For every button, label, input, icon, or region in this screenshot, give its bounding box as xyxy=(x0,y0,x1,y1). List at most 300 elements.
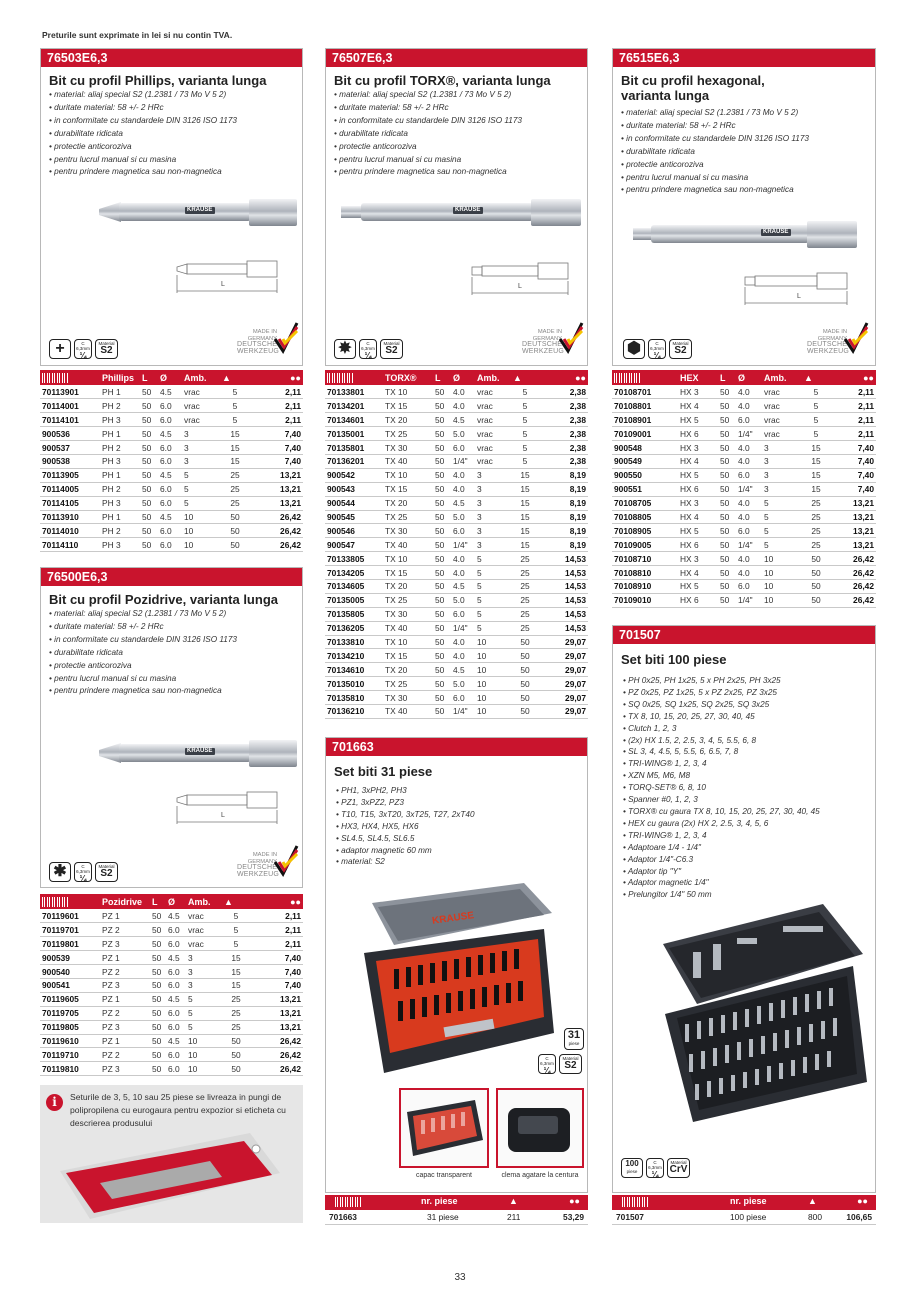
diameter-cell: 6.0 xyxy=(451,607,475,621)
profile-cell: HX 5 xyxy=(678,579,718,593)
table-row xyxy=(40,468,303,482)
table-row xyxy=(325,413,588,427)
price-cell: 14,53 xyxy=(539,593,588,607)
price-cell: 8,19 xyxy=(539,524,588,538)
coins-icon: ●● xyxy=(250,894,303,909)
set-item: • TORQ-SET® 6, 8, 10 xyxy=(623,782,865,794)
diameter-cell: 4.0 xyxy=(736,552,762,566)
technical-drawing xyxy=(169,790,301,830)
length-cell: 50 xyxy=(433,524,451,538)
diameter-cell: 6.0 xyxy=(158,524,182,538)
barcode-icon xyxy=(335,1197,361,1207)
barcode-icon xyxy=(612,370,678,385)
profile-cell: PH 1 xyxy=(100,468,140,482)
case-photo xyxy=(653,904,871,1124)
profile-cell: HX 6 xyxy=(678,427,718,441)
package-cell: 3 xyxy=(475,482,511,496)
table-row xyxy=(612,385,876,399)
package-cell: 10 xyxy=(762,579,802,593)
product-code-cell: 70113910 xyxy=(40,510,100,524)
length-cell: 50 xyxy=(433,454,451,468)
product-code-cell: 70135805 xyxy=(325,607,383,621)
product-code-cell: 70109010 xyxy=(612,593,678,607)
stock-cell: 800 xyxy=(808,1212,822,1222)
product-card-torx xyxy=(325,48,588,366)
qty-cell: 5 xyxy=(511,454,539,468)
profile-cell: HX 3 xyxy=(678,552,718,566)
table-row xyxy=(40,524,303,538)
package-cell: 3 xyxy=(762,454,802,468)
qty-cell: 25 xyxy=(511,621,539,635)
price-cell: 2,11 xyxy=(250,399,303,413)
price-cell: 7,40 xyxy=(250,427,303,441)
set-item: • XZN M5, M6, M8 xyxy=(623,770,865,782)
col-package: Amb. xyxy=(475,370,511,385)
qty-cell: 25 xyxy=(802,538,830,552)
feature-item: • pentru prindere magnetica sau non-magnetica xyxy=(49,166,294,179)
diameter-cell: 6.0 xyxy=(166,1020,186,1034)
price-cell: 13,21 xyxy=(830,538,876,552)
coins-icon: ●● xyxy=(857,1196,868,1206)
length-cell: 50 xyxy=(433,649,451,663)
diameter-cell: 4.0 xyxy=(736,399,762,413)
technical-drawing xyxy=(466,261,586,301)
profile-cell: TX 30 xyxy=(383,691,433,705)
package-cell: 3 xyxy=(475,524,511,538)
length-cell: 50 xyxy=(718,482,736,496)
qty-cell: 15 xyxy=(220,427,250,441)
diameter-cell: 4.5 xyxy=(158,427,182,441)
diameter-cell: 4.0 xyxy=(451,385,475,399)
profile-cell: PZ 1 xyxy=(100,1034,150,1048)
product-code-cell: 70119705 xyxy=(40,1006,100,1020)
set-item: • Prelungitor 1/4" 50 mm xyxy=(623,889,865,901)
product-code-cell: 70114101 xyxy=(40,413,100,427)
qty-cell: 5 xyxy=(802,385,830,399)
plus-icon: + xyxy=(49,339,71,359)
table-row xyxy=(612,510,876,524)
feature-item: • material: aliaj special S2 (1.2381 / 73 Mo V 5 2) xyxy=(49,608,294,621)
qty-cell: 15 xyxy=(511,510,539,524)
package-cell: vrac xyxy=(475,399,511,413)
diameter-cell: 6.0 xyxy=(158,441,182,455)
set-item: • T10, T15, 3xT20, 3xT25, T27, 2xT40 xyxy=(336,809,577,821)
table-row xyxy=(612,593,876,607)
price-cell: 13,21 xyxy=(830,524,876,538)
qty-cell: 50 xyxy=(511,635,539,649)
length-cell: 50 xyxy=(433,607,451,621)
package-cell: 5 xyxy=(182,482,220,496)
profile-cell: TX 30 xyxy=(383,441,433,455)
table-row xyxy=(325,496,588,510)
price-cell: 14,53 xyxy=(539,552,588,566)
price-cell: 53,29 xyxy=(563,1212,584,1222)
table-row xyxy=(325,593,588,607)
length-cell: 50 xyxy=(150,1020,166,1034)
table-row xyxy=(40,510,303,524)
product-code-cell: 900549 xyxy=(612,454,678,468)
diameter-cell: 4.0 xyxy=(736,454,762,468)
table-row xyxy=(612,399,876,413)
qty-cell: 25 xyxy=(802,510,830,524)
price-cell: 13,21 xyxy=(250,1006,303,1020)
diameter-cell: 6.0 xyxy=(158,482,182,496)
diameter-cell: 6.0 xyxy=(736,524,762,538)
material-badge: Material S2 xyxy=(669,339,692,359)
qty-cell: 50 xyxy=(222,1034,250,1048)
profile-cell: PZ 1 xyxy=(100,951,150,965)
qty-cell: 50 xyxy=(511,649,539,663)
package-cell: 10 xyxy=(762,552,802,566)
package-cell: 10 xyxy=(182,524,220,538)
price-cell: 2,38 xyxy=(539,399,588,413)
product-code-cell: 900540 xyxy=(40,965,100,979)
qty-cell: 15 xyxy=(220,454,250,468)
table-row xyxy=(325,468,588,482)
bit-photo xyxy=(99,195,299,231)
qty-cell: 50 xyxy=(511,704,539,718)
table-row xyxy=(40,427,303,441)
feature-list xyxy=(326,89,587,179)
product-code-cell: 900543 xyxy=(325,482,383,496)
profile-cell: PZ 3 xyxy=(100,1020,150,1034)
qty-cell: 50 xyxy=(802,552,830,566)
qty-cell: 5 xyxy=(220,385,250,399)
qty-cell: 50 xyxy=(220,538,250,552)
product-code: 76503E6,3 xyxy=(41,49,302,67)
set-item: • HX3, HX4, HX5, HX6 xyxy=(336,821,577,833)
qty-cell: 5 xyxy=(511,441,539,455)
diameter-cell: 5.0 xyxy=(451,677,475,691)
profile-cell: TX 10 xyxy=(383,635,433,649)
product-code-cell: 70133810 xyxy=(325,635,383,649)
pozidrive-icon: ✱ xyxy=(49,862,71,882)
diameter-cell: 4.5 xyxy=(166,909,186,923)
diameter-cell: 1/4" xyxy=(736,538,762,552)
col-diameter: Ø xyxy=(451,370,475,385)
product-code-cell: 900544 xyxy=(325,496,383,510)
qty-cell: 50 xyxy=(220,524,250,538)
package-cell: vrac xyxy=(475,454,511,468)
product-card-hex xyxy=(612,48,876,366)
profile-cell: TX 25 xyxy=(383,427,433,441)
length-cell: 50 xyxy=(433,663,451,677)
feature-item: • pentru lucrul manual si cu masina xyxy=(49,154,294,167)
price-cell: 13,21 xyxy=(830,496,876,510)
table-row xyxy=(612,524,876,538)
bit-photo xyxy=(99,736,299,772)
col-diameter: Ø xyxy=(158,370,182,385)
set-item: • SL 3, 4, 4.5, 5, 5.5, 6, 6.5, 7, 8 xyxy=(623,746,865,758)
feature-item: • duritate material: 58 +/- 2 HRc xyxy=(49,102,294,115)
profile-cell: PH 1 xyxy=(100,427,140,441)
product-code-cell: 900541 xyxy=(40,978,100,992)
profile-cell: TX 15 xyxy=(383,399,433,413)
package-cell: 5 xyxy=(475,552,511,566)
price-cell: 26,42 xyxy=(250,524,303,538)
profile-cell: PH 2 xyxy=(100,482,140,496)
product-code-cell: 70119605 xyxy=(40,992,100,1006)
pieces-badge: 31 piese xyxy=(564,1028,584,1050)
profile-cell: TX 15 xyxy=(383,566,433,580)
diameter-cell: 4.0 xyxy=(736,510,762,524)
length-cell: 50 xyxy=(433,538,451,552)
price-cell: 8,19 xyxy=(539,510,588,524)
price-cell: 2,38 xyxy=(539,427,588,441)
product-code-cell: 70114110 xyxy=(40,538,100,552)
profile-cell: PH 1 xyxy=(100,510,140,524)
feature-item: • pentru prindere magnetica sau non-magnetica xyxy=(49,685,294,698)
bag-icon: ▲ xyxy=(222,894,250,909)
package-cell: vrac xyxy=(182,399,220,413)
qty-cell: 15 xyxy=(511,524,539,538)
price-cell: 29,07 xyxy=(539,663,588,677)
table-row xyxy=(612,413,876,427)
diameter-cell: 4.5 xyxy=(158,385,182,399)
table-row xyxy=(325,704,588,718)
profile-cell: PH 3 xyxy=(100,538,140,552)
col-package: Amb. xyxy=(186,894,222,909)
case-logo: KRAUSE xyxy=(431,910,475,927)
package-cell: 3 xyxy=(762,441,802,455)
price-cell: 2,11 xyxy=(250,385,303,399)
length-cell: 50 xyxy=(150,909,166,923)
length-cell: 50 xyxy=(140,427,158,441)
table-row xyxy=(325,510,588,524)
product-card-set100 xyxy=(612,625,876,1193)
price-row-set100 xyxy=(612,1211,876,1225)
hexagon-icon: ⬢ xyxy=(623,339,645,359)
product-code-cell: 900545 xyxy=(325,510,383,524)
feature-item: • duritate material: 58 +/- 2 HRc xyxy=(621,120,867,133)
feature-item: • durabilitate ridicata xyxy=(621,146,867,159)
qty-cell: 15 xyxy=(222,978,250,992)
price-table-hex xyxy=(612,370,876,608)
price-cell: 2,11 xyxy=(830,385,876,399)
feature-item: • duritate material: 58 +/- 2 HRc xyxy=(334,102,579,115)
diameter-cell: 4.5 xyxy=(166,951,186,965)
diameter-cell: 4.0 xyxy=(451,635,475,649)
length-cell: 50 xyxy=(140,524,158,538)
feature-item: • material: aliaj special S2 (1.2381 / 73 Mo V 5 2) xyxy=(621,107,867,120)
price-cell: 2,11 xyxy=(250,413,303,427)
bit-logo: KRAUSE xyxy=(187,207,213,213)
price-cell: 26,42 xyxy=(830,566,876,580)
table-row xyxy=(40,413,303,427)
table-row xyxy=(40,923,303,937)
price-cell: 26,42 xyxy=(830,552,876,566)
bag-photo xyxy=(60,1133,280,1219)
qty-cell: 50 xyxy=(511,677,539,691)
feature-item: • in conformitate cu standardele DIN 3126 ISO 1173 xyxy=(621,133,867,146)
diameter-cell: 4.0 xyxy=(736,385,762,399)
diameter-cell: 6.0 xyxy=(166,965,186,979)
table-row xyxy=(325,649,588,663)
length-cell: 50 xyxy=(718,510,736,524)
table-row xyxy=(40,385,303,399)
product-code: 701507 xyxy=(613,626,875,644)
coins-icon: ●● xyxy=(250,370,303,385)
package-cell: 10 xyxy=(762,566,802,580)
set-item: • Adaptoare 1/4 - 1/4" xyxy=(623,842,865,854)
diameter-cell: 4.5 xyxy=(158,510,182,524)
table-row xyxy=(325,677,588,691)
product-code-cell: 701663 xyxy=(329,1212,357,1222)
diameter-cell: 6.0 xyxy=(166,978,186,992)
caption-transparent-lid: capac transparent xyxy=(415,1172,473,1179)
feature-list xyxy=(41,608,302,698)
package-cell: 5 xyxy=(762,538,802,552)
hex-size-badge: C 6,3mm ¼ xyxy=(74,339,92,359)
feature-item: • protectie anticoroziva xyxy=(334,141,579,154)
profile-cell: HX 4 xyxy=(678,454,718,468)
table-row xyxy=(325,635,588,649)
qty-cell: 5 xyxy=(802,413,830,427)
bag-icon: ▲ xyxy=(509,1196,518,1206)
table-row xyxy=(40,937,303,951)
profile-cell: TX 10 xyxy=(383,552,433,566)
case-photo xyxy=(354,883,559,1078)
package-cell: 3 xyxy=(475,468,511,482)
product-code-cell: 70136205 xyxy=(325,621,383,635)
package-cell: 5 xyxy=(475,566,511,580)
feature-item: • in conformitate cu standardele DIN 3126 ISO 1173 xyxy=(334,115,579,128)
profile-cell: PH 1 xyxy=(100,385,140,399)
set-item: • SQ 0x25, SQ 1x25, SQ 2x25, SQ 3x25 xyxy=(623,699,865,711)
package-cell: 3 xyxy=(186,965,222,979)
product-code: 701663 xyxy=(326,738,587,756)
col-profile: Pozidrive xyxy=(100,894,150,909)
qty-cell: 5 xyxy=(222,937,250,951)
package-cell: 5 xyxy=(762,510,802,524)
product-code-cell: 70135010 xyxy=(325,677,383,691)
col-length: L xyxy=(140,370,158,385)
col-length: L xyxy=(718,370,736,385)
product-code-cell: 70108901 xyxy=(612,413,678,427)
set-item: • PH1, 3xPH2, PH3 xyxy=(336,785,577,797)
qty-cell: 15 xyxy=(511,482,539,496)
set-item: • TX 8, 10, 15, 20, 25, 27, 30, 40, 45 xyxy=(623,711,865,723)
transparent-lid-photo xyxy=(399,1088,489,1168)
qty-cell: 25 xyxy=(802,496,830,510)
product-code-cell: 70108910 xyxy=(612,579,678,593)
diameter-cell: 4.5 xyxy=(451,663,475,677)
qty-cell: 5 xyxy=(222,909,250,923)
price-cell: 26,42 xyxy=(250,510,303,524)
qty-cell: 5 xyxy=(220,399,250,413)
hex-size-badge: C 6,3mm ¼ xyxy=(538,1054,556,1074)
product-code-cell: 70135005 xyxy=(325,593,383,607)
diameter-cell: 6.0 xyxy=(166,1062,186,1076)
qty-cell: 5 xyxy=(220,413,250,427)
product-code-cell: 70108805 xyxy=(612,510,678,524)
diameter-cell: 6.0 xyxy=(158,399,182,413)
packaging-info-text: Seturile de 3, 5, 10 sau 25 piese se livreaza in pungi de polipropilena cu eurogaura pentru expozior si eticheta cu descrierea produsului xyxy=(70,1092,286,1128)
diameter-cell: 4.5 xyxy=(451,579,475,593)
profile-cell: PZ 3 xyxy=(100,937,150,951)
product-code-cell: 900550 xyxy=(612,468,678,482)
packaging-info-box xyxy=(40,1085,303,1223)
profile-cell: HX 5 xyxy=(678,413,718,427)
qty-cell: 5 xyxy=(511,399,539,413)
profile-cell: HX 5 xyxy=(678,468,718,482)
set-item: • PZ 0x25, PZ 1x25, 5 x PZ 2x25, PZ 3x25 xyxy=(623,687,865,699)
price-cell: 26,42 xyxy=(250,1048,303,1062)
set-item: • HEX cu gaura (2x) HX 2, 2.5, 3, 4, 5, 6 xyxy=(623,818,865,830)
product-code-cell: 70119801 xyxy=(40,937,100,951)
length-cell: 50 xyxy=(718,496,736,510)
price-cell: 29,07 xyxy=(539,677,588,691)
qty-cell: 15 xyxy=(222,951,250,965)
price-cell: 29,07 xyxy=(539,691,588,705)
set-item: • adaptor magnetic 60 mm xyxy=(336,845,577,857)
profile-cell: PZ 3 xyxy=(100,1062,150,1076)
qty-cell: 50 xyxy=(802,566,830,580)
caption-belt-clip: clema agatare la centura xyxy=(501,1172,579,1179)
qty-cell: 50 xyxy=(511,663,539,677)
length-cell: 50 xyxy=(433,441,451,455)
set-item: • SL4.5, SL4.5, SL6.5 xyxy=(336,833,577,845)
product-card-pozidrive xyxy=(40,567,303,888)
package-cell: 10 xyxy=(186,1062,222,1076)
table-row xyxy=(612,579,876,593)
product-code-cell: 70136201 xyxy=(325,454,383,468)
set-item: • TORX® cu gaura TX 8, 10, 15, 20, 25, 27, 30, 40, 45 xyxy=(623,806,865,818)
table-row xyxy=(40,1034,303,1048)
table-row xyxy=(40,441,303,455)
profile-cell: TX 20 xyxy=(383,663,433,677)
price-cell: 2,11 xyxy=(250,937,303,951)
feature-item: • pentru lucrul manual si cu masina xyxy=(334,154,579,167)
price-cell: 13,21 xyxy=(250,468,303,482)
set-item: • material: S2 xyxy=(336,856,577,868)
col-package: Amb. xyxy=(182,370,220,385)
diameter-cell: 4.0 xyxy=(451,566,475,580)
set-item: • (2x) HX 1.5, 2, 2.5, 3, 4, 5, 5.5, 6, 8 xyxy=(623,735,865,747)
length-cell: 50 xyxy=(718,441,736,455)
length-cell: 50 xyxy=(433,468,451,482)
bit-logo: KRAUSE xyxy=(187,748,213,754)
length-cell: 50 xyxy=(150,1006,166,1020)
price-cell: 7,40 xyxy=(830,454,876,468)
package-cell: 3 xyxy=(475,538,511,552)
package-cell: 10 xyxy=(475,677,511,691)
diameter-cell: 4.0 xyxy=(736,566,762,580)
deutsches-werkzeug-logo: MADE IN GERMANY DEUTSCHES WERKZEUG xyxy=(237,844,299,880)
profile-cell: HX 6 xyxy=(678,538,718,552)
length-cell: 50 xyxy=(718,538,736,552)
diameter-cell: 6.0 xyxy=(736,579,762,593)
profile-cell: PZ 3 xyxy=(100,978,150,992)
table-row xyxy=(40,992,303,1006)
product-code-cell: 70119710 xyxy=(40,1048,100,1062)
package-cell: vrac xyxy=(762,399,802,413)
package-cell: vrac xyxy=(186,923,222,937)
profile-cell: TX 25 xyxy=(383,510,433,524)
product-code-cell: 70119810 xyxy=(40,1062,100,1076)
price-cell: 13,21 xyxy=(250,496,303,510)
length-cell: 50 xyxy=(718,385,736,399)
col-pieces: nr. piese xyxy=(421,1196,458,1206)
product-code-cell: 70136210 xyxy=(325,704,383,718)
table-row xyxy=(325,454,588,468)
qty-cell: 15 xyxy=(511,538,539,552)
product-code-cell: 70108905 xyxy=(612,524,678,538)
package-cell: 3 xyxy=(475,510,511,524)
product-code-cell: 70114005 xyxy=(40,482,100,496)
table-row xyxy=(325,566,588,580)
diameter-cell: 6.0 xyxy=(166,1006,186,1020)
